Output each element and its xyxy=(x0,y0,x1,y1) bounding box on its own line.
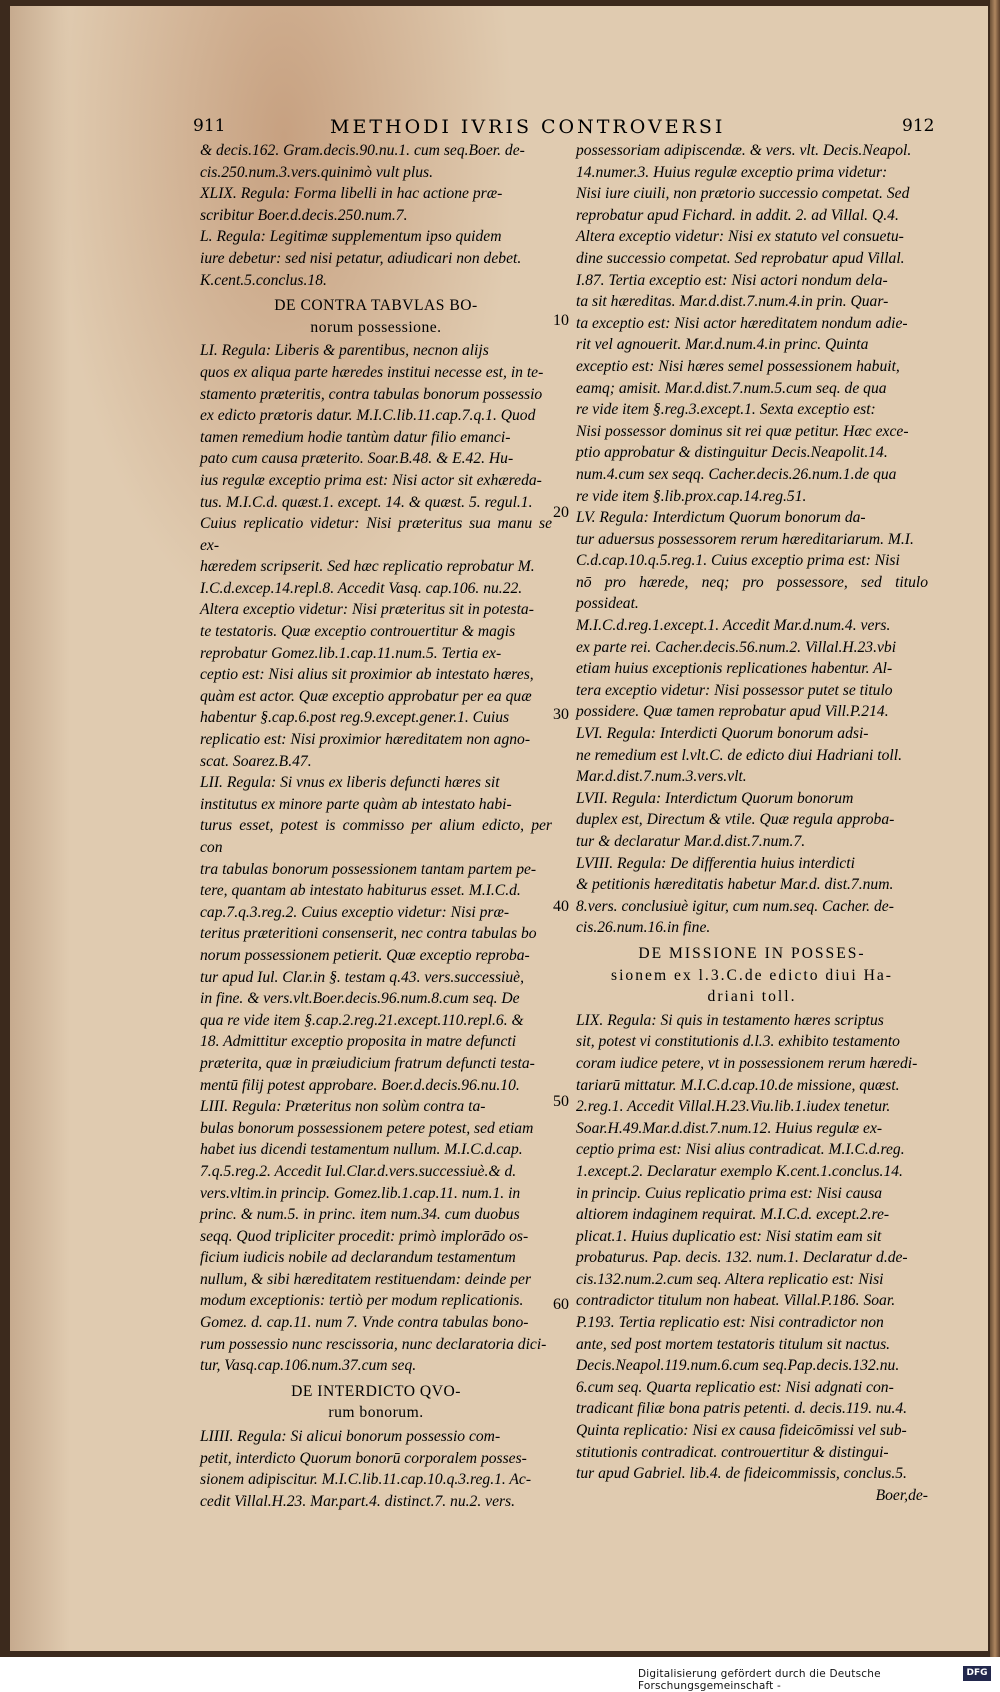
text-paragraph: & decis.162. Gram.decis.90.nu.1. cum seq.Boer. de- cis.250.num.3.vers.quinimò vult plus. xyxy=(200,142,525,181)
page-number-right: 912 xyxy=(902,116,935,136)
text-paragraph: LI. Regula: Liberis & parentibus, necnon alijs quos ex aliqua parte hæredes institui necesse est, in te- stamento præteritis, contra tabulas bonorum possessio ex edicto prætoris datur. M.I.C.lib.11.cap.7.q.1. Quod tamen remedium hodie tantùm datur filio emanci- pato cum causa præterito. Soar.B.48. & E.42. Hu- ius regulæ exceptio prima est: Nisi actor sit exhæreda- tus. M.I.C.d. quæst.1. except. 14. & quæst. 5. regul.1. Cuius replicatio videtur: Nisi præteritus sua manu se ex- hæredem scripserit. Sed hæc replicatio reprobatur M. I.C.d.excep.14.repl.8. Accedit Vasq. cap.106. nu.22. Altera exceptio videtur: Nisi præteritus sit in potesta- te testatoris. Quæ exceptio controuertitur & magis reprobatur Gomez.lib.1.cap.11.num.5. Tertia ex- ceptio est: Nisi alius sit proximior ab intestato hæres, quàm est actor. Quæ exceptio approbatur per ea quæ habentur §.cap.6.post reg.9.except.gener.1. Cuius replicatio est: Nisi proximior hæreditatem non agno- scat. Soarez.B.47. xyxy=(200,342,552,770)
line-number: 20 xyxy=(553,504,569,521)
text-paragraph: LIX. Regula: Si quis in testamento hæres scriptus sit, potest vi constitutionis d.l.3. exhibito testamento coram iudice petere, vt in possessionem rerum hæredi- tariarū mittatur. M.I.C.d.cap.10.de missione, quæst. 2.reg.1. Accedit Villal.H.23.Viu.lib.1.iudex tenetur. Soar.H.49.Mar.d.dist.7.num.12. Huius regulæ ex- ceptio prima est: Nisi alius contradicat. M.I.C.d.reg. 1.except.2. Declaratur exemplo K.cent.1.conclus.14. in princip. Cuius replicatio prima est: Nisi causa altiorem indaginem requirat. M.I.C.d. except.2.re- plicat.1. Huius duplicatio est: Nisi statim eam sit probaturus. Pap. decis. 132. num.1. Declaratur d.de- cis.132.num.2.cum seq. Altera replicatio est: Nisi contradictor titulum non habeat. Villal.P.186. Soar. P.193. Tertia replicatio est: Nisi contradictor non ante, sed post mortem testatoris titulum sit nactus. Decis.Neapol.119.num.6.cum seq.Pap.decis.132.nu. 6.cum seq. Quarta replicatio est: Nisi adgnati con- tradicant filiæ bona patris petenti. d. decis.119. nu.4. Quinta replicatio: Nisi ex causa fideicōmissi vel sub- stitutionis contradicat. controuertitur & distingui- tur apud Gabriel. lib.4. de fideicommissis, conclus.5. xyxy=(576,1011,918,1483)
line-number: 30 xyxy=(553,706,569,723)
line-number: 60 xyxy=(553,1296,569,1313)
section-heading: DE CONTRA TABVLAS BO- norum possessione. xyxy=(274,297,478,336)
text-paragraph: LIII. Regula: Præteritus non solùm contra ta- bulas bonorum possessionem petere potest, sed etiam habet ius dicendi testamentum nullum. M.I.C.d.cap. 7.q.5.reg.2. Accedit Iul.Clar.d.vers.successiuè.& d. vers.vltim.in princip. Gomez.lib.1.cap.11. num.1. in princ. & num.5. in princ. item num.34. cum duobus seqq. Quod tripliciter procedit: primò implorādo os- ficium iudicis nobile ad declarandum testamentum nullum, & sibi hæreditatem restituendam: deinde per modum exceptionis: tertiò per modum replicationis. Gomez. d. cap.11. num 7. Vnde contra tabulas bono- rum possessio nunc rescissoria, nunc declaratoria dici- tur, Vasq.cap.106.num.37.cum seq. xyxy=(200,1098,547,1375)
running-head: METHODI IVRIS CONTROVERSI xyxy=(330,116,726,138)
page-number-left: 911 xyxy=(193,116,226,136)
line-number: 10 xyxy=(553,312,569,329)
section-heading: DE MISSIONE IN POSSES- sionem ex l.3.C.de edicto diui Ha- driani toll. xyxy=(611,944,893,1006)
line-number: 40 xyxy=(553,898,569,915)
right-column xyxy=(576,140,928,1506)
text-paragraph: LII. Regula: Si vnus ex liberis defuncti hæres sit institutus ex minore parte quàm ab intestato habi- turus esset, potest is commisso per alium edicto, per con tra tabulas bonorum possessionem tantam partem pe- tere, quantam ab intestato habiturus esset. M.I.C.d. cap.7.q.3.reg.2. Cuius exceptio videtur: Nisi præ- teritus præteritioni consenserit, nec contra tabulas bo norum possessionem petierit. Quæ exceptio reproba- tur apud Iul. Clar.in §. testam q.43. vers.successiuè, in fine. & vers.vlt.Boer.decis.96.num.8.cum seq. De qua re vide item §.cap.2.reg.21.except.110.repl.6. & 18. Admittitur exceptio proposita in matre defuncti præterita, quæ in præiudicium fratrum defuncti testa- mentū filij potest approbare. Boer.d.decis.96.nu.10. xyxy=(200,774,552,1094)
page-edge xyxy=(990,0,1000,1657)
text-paragraph: LIIII. Regula: Si alicui bonorum possessio com- petit, interdicto Quorum bonorū corporalem posses- sionem adipiscitur. M.I.C.lib.11.cap.10.q.3.reg.1. Ac- cedit Villal.H.23. Mar.part.4. distinct.7. nu.2. vers. xyxy=(200,1428,532,1510)
text-paragraph: LVIII. Regula: De differentia huius interdicti & petitionis hæreditatis habetur Mar.d. dist.7.num. 8.vers. conclusiuè igitur, cum num.seq. Cacher. de- cis.26.num.16.in fine. xyxy=(576,854,894,937)
dfg-logo: DFG xyxy=(963,1666,991,1681)
text-paragraph: LVII. Regula: Interdictum Quorum bonorum duplex est, Directum & vtile. Quæ regula approba- tur & declaratur Mar.d.dist.7.num.7. xyxy=(576,789,895,850)
text-paragraph: possessoriam adipiscendæ. & vers. vlt. Decis.Neapol. 14.numer.3. Huius regulæ exceptio prima videtur: Nisi iure ciuili, non prætorio successio competat. Sed reprobatur apud Fichard. in addit. 2. ad Villal. Q.4. Altera exceptio videtur: Nisi ex statuto vel consuetu- dine successio competat. Sed reprobatur apud Villal. I.87. Tertia exceptio est: Nisi actori nondum dela- ta sit hæreditas. Mar.d.dist.7.num.4.in prin. Quar- ta exceptio est: Nisi actor hæreditatem nondum adie- rit vel agnouerit. Mar.d.num.4.in princ. Quinta exceptio est: Nisi hæres semel possessionem habuit, eamq; amisit. Mar.d.dist.7.num.5.cum seq. de qua re vide item §.reg.3.except.1. Sexta exceptio est: Nisi possessor dominus sit rei quæ petitur. Hæc exce- ptio approbatur & distinguitur Decis.Neapolit.14. num.4.cum sex seqq. Cacher.decis.26.num.1.de qua re vide item §.lib.prox.cap.14.reg.51. xyxy=(576,142,912,505)
line-number: 50 xyxy=(553,1093,569,1110)
digitization-credit: Digitalisierung gefördert durch die Deutsche Forschungsgemeinschaft - xyxy=(638,1668,881,1692)
text-paragraph: L. Regula: Legitimæ supplementum ipso quidem iure debetur: sed nisi petatur, adiudicari non debet. K.cent.5.conclus.18. xyxy=(200,228,522,289)
text-paragraph: LV. Regula: Interdictum Quorum bonorum da- tur aduersus possessorem rerum hæreditariarum. M.I. C.d.cap.10.q.5.reg.1. Cuius exceptio prima est: Nisi nō pro hærede, neq; pro possessore, sed titulo possideat. M.I.C.d.reg.1.except.1. Accedit Mar.d.num.4. vers. ex parte rei. Cacher.decis.56.num.2. Villal.H.23.vbi etiam huius exceptionis replicationes habentur. Al- tera exceptio videtur: Nisi possessor putet se titulo possidere. Quæ tamen reprobatur apud Vill.P.214. xyxy=(576,509,928,721)
section-heading: DE INTERDICTO QVO- rum bonorum. xyxy=(291,1382,461,1422)
text-paragraph: LVI. Regula: Interdicti Quorum bonorum adsi- ne remedium est l.vlt.C. de edicto diui Hadriani toll. Mar.d.dist.7.num.3.vers.vlt. xyxy=(576,725,902,786)
text-paragraph: XLIX. Regula: Forma libelli in hac actione præ- scribitur Boer.d.decis.250.num.7. xyxy=(200,185,503,224)
left-column xyxy=(200,140,552,1512)
catchword: Boer,de- xyxy=(875,1486,928,1504)
